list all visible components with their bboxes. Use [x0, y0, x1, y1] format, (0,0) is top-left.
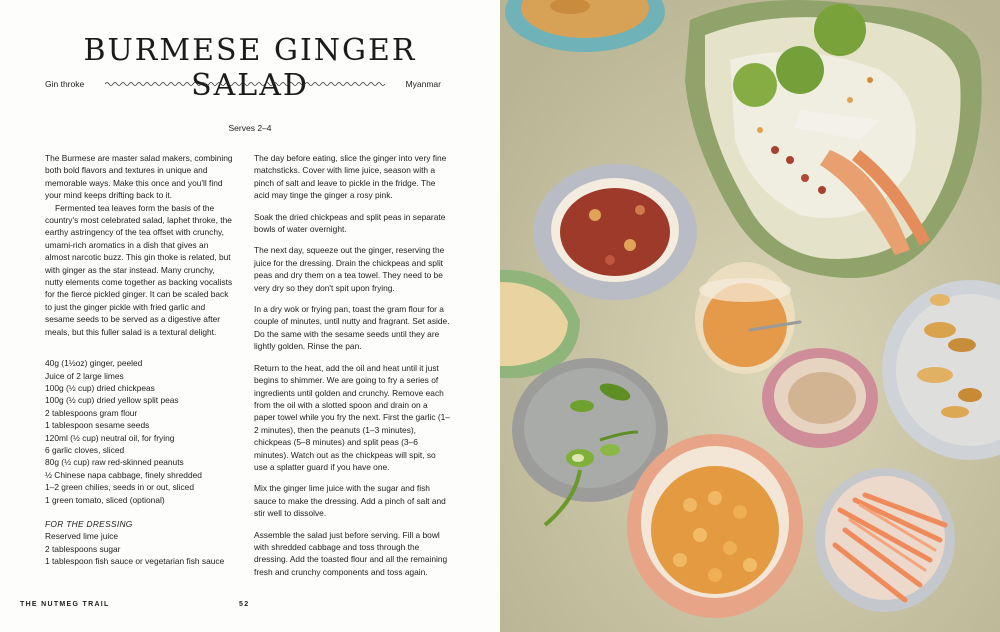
ingredient: 2 tablespoons gram flour [45, 407, 138, 418]
wavy-divider-icon [105, 79, 387, 89]
page-number: 52 [239, 601, 250, 608]
dressing-heading: FOR THE DRESSING [45, 518, 133, 529]
dressing-ingredient: 1 tablespoon fish sauce or vegetarian fish sauce [45, 556, 225, 567]
intro-paragraph: The Burmese are master salad makers, combining both bold flavors and textures in unique and memorable ways. Make this once and you'll find your mind keeps drifting back to it. [45, 153, 233, 201]
ingredient: 6 garlic cloves, sliced [45, 444, 125, 455]
method-step: The day before eating, slice the ginger into very fine matchsticks. Cover with lime juice, season with a pinch of salt and leave to pickle in the fridge. The acid may tinge the ginger a rosy pink. [254, 153, 447, 201]
method-step: Mix the ginger lime juice with the sugar and fish sauce to make the dressing. Add a pinch of salt and stir well to dissolve. [254, 483, 446, 519]
recipe-title: BURMESE GINGER SALAD [83, 33, 417, 103]
food-photo [500, 0, 1000, 632]
book-title: THE NUTMEG TRAIL [20, 601, 110, 608]
ingredient: ½ Chinese napa cabbage, finely shredded [45, 469, 202, 480]
method-step: In a dry wok or frying pan, toast the gram flour for a couple of minutes, until nutty and fragrant. Set aside. Do the same with the sesame seeds until they are lightly golden. Rinse the pan. [254, 304, 450, 352]
dressing-ingredient: 2 tablespoons sugar [45, 543, 121, 554]
intro-paragraph: Fermented tea leaves form the basis of the country's most celebrated salad, laphet throke, the earthy astringency of the tea offset with crunchy, umami-rich aromatics in a dish that gives an almost narcotic buzz. This gin thoke is related, but with ginger as the star instead. Many crunchy, nutty elements come together as backing vocalists for the fierce pickled ginger. It can be scaled back to just the ginger pickle with fried garlic and sesame seeds to be served as a digestive after meals, but this fuller salad is a textural delight. [45, 202, 233, 337]
ingredients-list [45, 357, 235, 568]
dressing-ingredient: Reserved lime juice [45, 531, 119, 542]
ingredient: Juice of 2 large limes [45, 370, 124, 381]
ingredient: 1 tablespoon sesame seeds [45, 420, 150, 431]
country: Myanmar [405, 79, 441, 89]
ingredient: 1 green tomato, sliced (optional) [45, 494, 165, 505]
method-step: Soak the dried chickpeas and split peas in separate bowls of water overnight. [254, 211, 446, 235]
sesame-pink-bowl [762, 348, 878, 448]
local-name: Gin throke [45, 79, 85, 89]
ingredient: 120ml (½ cup) neutral oil, for frying [45, 432, 175, 443]
subtitle-row [45, 79, 441, 93]
carrot-bowl [815, 468, 955, 612]
method-step: Return to the heat, add the oil and heat until it just begins to shimmer. We are going to fry a series of ingredients until golden and crunchy. Remove each from the oil with a slotted spoon and drain on a paper towel while you fry the next. First the garlic (1–2 minutes), then the peanuts (1–3 minutes), chickpeas (5–8 minutes) and split peas (3–6 minutes). Watch out as the chickpeas will spit, so use a splatter guard if you have one. [254, 362, 450, 472]
ingredient: 80g (½ cup) raw red-skinned peanuts [45, 457, 184, 468]
left-column [45, 152, 235, 568]
method-step: Assemble the salad just before serving. Fill a bowl with shredded cabbage and toss through the dressing. Add the toasted flour and all the remaining fresh and crunchy components and toss again. [254, 529, 448, 577]
intro [45, 152, 235, 338]
serves: Serves 2–4 [228, 123, 272, 133]
ingredient: 100g (½ cup) dried yellow split peas [45, 395, 179, 406]
method-step: The next day, squeeze out the ginger, reserving the juice for the dressing. Drain the chickpeas and split peas and dry them on a tea towel. They need to be very dry so they don't spit upon frying. [254, 245, 445, 293]
food-photo-illustration [500, 0, 1000, 632]
ingredient: 1–2 green chilies, seeds in or out, sliced [45, 482, 194, 493]
chickpea-peach-bowl [627, 434, 803, 618]
ingredient: 40g (1½oz) ginger, peeled [45, 358, 143, 369]
ingredient: 100g (½ cup) dried chickpeas [45, 382, 155, 393]
peanut-grey-bowl [533, 164, 697, 300]
method-column [254, 152, 450, 587]
